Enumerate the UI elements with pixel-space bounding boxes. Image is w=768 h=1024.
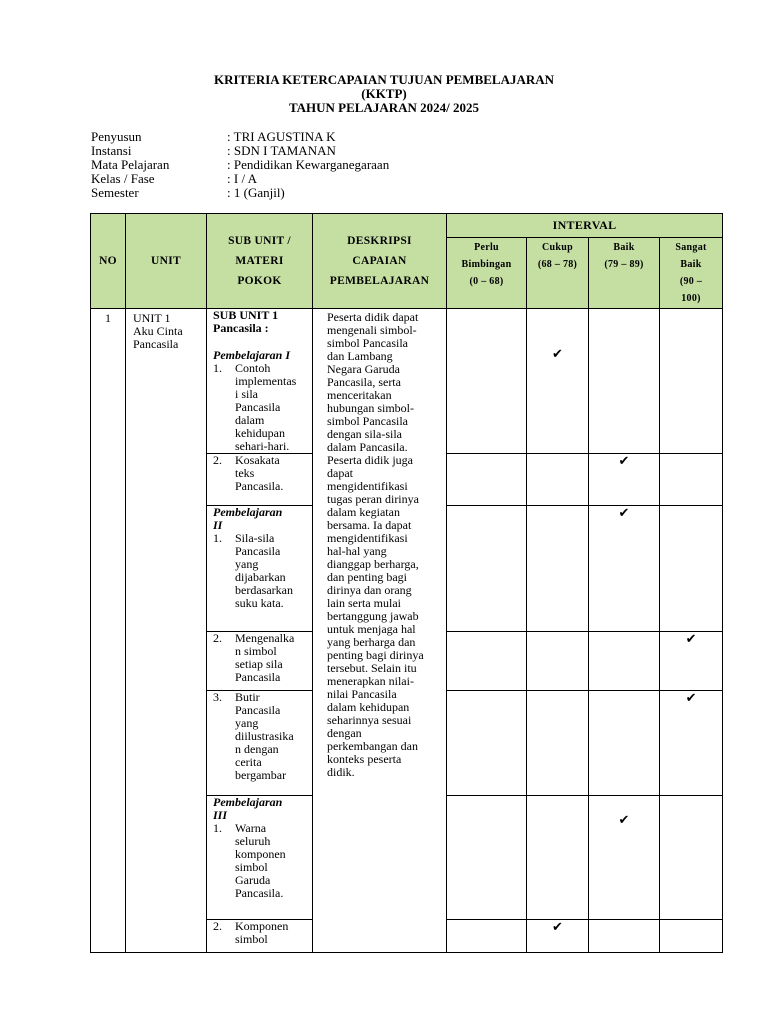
deskripsi-line: didik. — [327, 765, 355, 779]
deskripsi-line: nilai Pancasila — [327, 687, 397, 701]
check-cell-baik — [589, 454, 660, 506]
deskripsi-line: perkembangan dan — [327, 739, 418, 753]
check-icon: ✔ — [552, 346, 563, 361]
header-sangat-line: Baik — [680, 259, 702, 270]
item-line: komponen — [235, 847, 286, 861]
deskripsi-line: tugas peran dirinya — [327, 492, 419, 506]
check-cell-sangat — [660, 309, 723, 454]
item-line: Pancasila. — [235, 479, 284, 493]
deskripsi-line: seharinnya sesuai — [327, 713, 412, 727]
item-list — [213, 454, 312, 493]
title-line-1: KRITERIA KETERCAPAIAN TUJUAN PEMBELAJARAN — [213, 72, 555, 87]
check-icon: ✔ — [685, 690, 697, 705]
check-cell-perlu — [447, 454, 527, 506]
deskripsi-line: dianggap berharga, — [327, 557, 419, 571]
item-line: i sila — [235, 387, 258, 401]
check-cell-baik — [589, 920, 660, 953]
deskripsi-line: lain serta mulai — [327, 596, 401, 610]
sub-unit-cell — [207, 632, 313, 691]
meta-value-instansi: : SDN I TAMANAN — [227, 143, 336, 158]
item-text — [235, 532, 293, 610]
check-cell-baik — [589, 632, 660, 691]
deskripsi-line: dan penting bagi — [327, 570, 407, 584]
deskripsi-line: hubungan simbol- — [327, 401, 414, 415]
deskripsi-line: bertanggung jawab — [327, 609, 419, 623]
deskripsi-line: mengidentifikasi — [327, 531, 408, 545]
item-line: setiap sila — [235, 657, 283, 671]
header-no: NO — [91, 214, 126, 309]
sub-unit-cell — [207, 454, 313, 506]
title-line-3: TAHUN PELAJARAN 2024/ 2025 — [288, 100, 480, 115]
list-item — [213, 920, 312, 946]
deskripsi-line: mengidentifikasi — [327, 479, 408, 493]
header-interval: INTERVAL — [447, 214, 723, 238]
meta-value-kelas: : I / A — [227, 171, 257, 186]
item-line: cerita — [235, 755, 262, 769]
unit-cell — [126, 309, 207, 953]
deskripsi-line: mengenali simbol- — [327, 323, 417, 337]
item-text — [235, 362, 296, 453]
header-sangat-line: (90 – — [679, 276, 703, 287]
kktp-table — [90, 213, 723, 953]
check-cell-cukup — [527, 454, 589, 506]
item-line: Kosakata — [235, 453, 280, 467]
item-line: n simbol — [235, 644, 277, 658]
item-line: Sila-sila — [235, 531, 275, 545]
header-perlu-line: Bimbingan — [461, 259, 512, 270]
item-text — [235, 454, 283, 493]
deskripsi-line: Negara Garuda — [327, 362, 400, 376]
sub-unit-title: Pancasila : — [213, 321, 269, 335]
sub-unit-title: SUB UNIT 1 — [213, 308, 279, 322]
check-cell-cukup — [527, 309, 589, 454]
item-number: 2. — [213, 631, 222, 645]
header-cukup-line: Cukup — [542, 242, 573, 253]
header-baik — [589, 238, 660, 309]
check-cell-sangat — [660, 691, 723, 796]
check-icon: ✔ — [618, 505, 630, 520]
meta-label-kelas: Kelas / Fase — [91, 171, 155, 186]
list-item — [213, 632, 312, 684]
item-number: 2. — [213, 919, 222, 933]
deskripsi-line: dan Lambang — [327, 349, 393, 363]
check-cell-perlu — [447, 632, 527, 691]
unit-line: Aku Cinta — [133, 324, 183, 338]
deskripsi-line: dapat — [327, 466, 353, 480]
item-number: 1. — [213, 361, 222, 375]
deskripsi-line: bersama. Ia dapat — [327, 518, 412, 532]
item-line: dijabarkan — [235, 570, 286, 584]
item-line: Komponen — [235, 919, 289, 933]
item-line: teks — [235, 466, 255, 480]
list-item — [213, 822, 312, 900]
deskripsi-line: simbol Pancasila — [327, 414, 408, 428]
item-list — [213, 532, 312, 610]
header-baik-line: Baik — [613, 242, 635, 253]
list-item — [213, 362, 312, 453]
deskripsi-line: konteks peserta — [327, 752, 402, 766]
item-line: simbol — [235, 932, 268, 946]
deskripsi-line: tersebut. Selain itu — [327, 661, 417, 675]
header-sangat-line: 100) — [681, 293, 701, 304]
deskripsi-line: dalam kegiatan — [327, 505, 400, 519]
sub-unit-cell — [207, 691, 313, 796]
check-cell-perlu — [447, 506, 527, 632]
meta-label-mapel: Mata Pelajaran — [91, 157, 170, 172]
item-line: Butir — [235, 690, 260, 704]
item-list — [213, 362, 312, 453]
check-cell-cukup — [527, 632, 589, 691]
header-deskripsi-line: DESKRIPSI — [347, 235, 412, 247]
header-sangat-line: Sangat — [675, 242, 707, 253]
item-text — [235, 632, 294, 684]
row-number: 1 — [91, 309, 126, 953]
meta-label-penyusun: Penyusun — [91, 129, 142, 144]
item-text — [235, 920, 288, 946]
item-line: berdasarkan — [235, 583, 293, 597]
item-line: Garuda — [235, 873, 271, 887]
check-cell-cukup — [527, 796, 589, 920]
unit-line: Pancasila — [133, 337, 179, 351]
check-cell-cukup — [527, 691, 589, 796]
deskripsi-line: dengan sila-sila — [327, 427, 402, 441]
header-deskripsi-line: PEMBELAJARAN — [329, 275, 430, 287]
header-deskripsi — [313, 214, 447, 309]
meta-label-semester: Semester — [91, 185, 139, 200]
check-cell-sangat — [660, 920, 723, 953]
item-list — [213, 920, 312, 946]
list-item — [213, 454, 312, 493]
item-line: Pancasila — [235, 400, 281, 414]
item-line: Pancasila — [235, 544, 281, 558]
deskripsi-line: Peserta didik dapat — [327, 310, 419, 324]
section-title-pembelajaran-2: II — [213, 518, 223, 532]
check-cell-baik — [589, 506, 660, 632]
check-cell-baik — [589, 691, 660, 796]
section-title-pembelajaran-1: Pembelajaran I — [213, 348, 290, 362]
item-number: 2. — [213, 453, 222, 467]
item-line: simbol — [235, 860, 268, 874]
check-cell-perlu — [447, 691, 527, 796]
item-line: bergambar — [235, 768, 287, 782]
header-unit: UNIT — [126, 214, 207, 309]
header-sub-unit-line: MATERI — [235, 255, 284, 267]
header-cukup — [527, 238, 589, 309]
item-line: Contoh — [235, 361, 271, 375]
item-list — [213, 691, 312, 782]
check-cell-perlu — [447, 920, 527, 953]
deskripsi-line: Peserta didik juga — [327, 453, 413, 467]
sub-unit-cell — [207, 506, 313, 632]
header-perlu-line: Perlu — [474, 242, 499, 253]
check-cell-sangat — [660, 632, 723, 691]
check-icon: ✔ — [685, 631, 697, 646]
check-cell-perlu — [447, 309, 527, 454]
deskripsi-line: menceritakan — [327, 388, 392, 402]
meta-value-semester: : 1 (Ganjil) — [227, 185, 285, 200]
deskripsi-line: menerapkan nilai- — [327, 674, 414, 688]
deskripsi-line: dalam kehidupan — [327, 700, 410, 714]
sub-unit-cell — [207, 796, 313, 920]
meta-value-mapel: : Pendidikan Kewarganegaraan — [227, 157, 390, 172]
deskripsi-line: hal-hal yang — [327, 544, 387, 558]
meta-label-instansi: Instansi — [91, 143, 132, 158]
deskripsi-cell — [313, 309, 447, 953]
item-line: Mengenalka — [235, 631, 295, 645]
check-cell-perlu — [447, 796, 527, 920]
item-line: implementas — [235, 374, 297, 388]
section-title-pembelajaran-3: Pembelajaran — [213, 795, 283, 809]
section-title-pembelajaran-3: III — [213, 808, 228, 822]
item-line: n dengan — [235, 742, 279, 756]
header-sub-unit — [207, 214, 313, 309]
item-line: dalam — [235, 413, 265, 427]
title-line-2: (KKTP) — [361, 86, 407, 101]
check-cell-sangat — [660, 506, 723, 632]
check-icon: ✔ — [618, 812, 630, 827]
check-cell-sangat — [660, 454, 723, 506]
deskripsi-line: Pancasila, serta — [327, 375, 401, 389]
item-text — [235, 691, 294, 782]
item-line: Pancasila — [235, 670, 281, 684]
item-number: 1. — [213, 821, 222, 835]
item-line: diilustrasika — [235, 729, 294, 743]
section-title-pembelajaran-2: Pembelajaran — [213, 505, 283, 519]
check-icon: ✔ — [552, 919, 563, 934]
header-sangat-baik — [660, 238, 723, 309]
deskripsi-line: dirinya dan orang — [327, 583, 412, 597]
header-baik-line: (79 – 89) — [604, 259, 644, 270]
item-line: sehari-hari. — [235, 439, 290, 453]
unit-line: UNIT 1 — [133, 311, 171, 325]
check-cell-sangat — [660, 796, 723, 920]
item-line: yang — [235, 557, 259, 571]
header-sub-unit-line: SUB UNIT / — [228, 235, 291, 247]
header-perlu-line: (0 – 68) — [469, 276, 504, 287]
item-line: kehidupan — [235, 426, 285, 440]
item-number: 1. — [213, 531, 222, 545]
item-line: Pancasila. — [235, 886, 284, 900]
item-line: seluruh — [235, 834, 271, 848]
deskripsi-line: simbol Pancasila — [327, 336, 408, 350]
header-sub-unit-line: POKOK — [237, 275, 282, 287]
deskripsi-line: dengan — [327, 726, 362, 740]
header-deskripsi-line: CAPAIAN — [352, 255, 407, 267]
sub-unit-cell — [207, 309, 313, 454]
check-icon: ✔ — [618, 453, 630, 468]
item-text — [235, 822, 286, 900]
item-list — [213, 632, 312, 684]
header-perlu-bimbingan — [447, 238, 527, 309]
check-cell-cukup — [527, 920, 589, 953]
check-cell-cukup — [527, 506, 589, 632]
sub-unit-cell — [207, 920, 313, 953]
list-item — [213, 691, 312, 782]
item-list — [213, 822, 312, 900]
item-line: suku kata. — [235, 596, 284, 610]
list-item — [213, 532, 312, 610]
item-line: Pancasila — [235, 703, 281, 717]
item-line: yang — [235, 716, 259, 730]
deskripsi-line: untuk menjaga hal — [327, 622, 416, 636]
check-cell-baik — [589, 309, 660, 454]
deskripsi-line: dalam Pancasila. — [327, 440, 408, 454]
deskripsi-line: yang berharga dan — [327, 635, 416, 649]
item-number: 3. — [213, 690, 222, 704]
item-line: Warna — [235, 821, 267, 835]
check-cell-baik — [589, 796, 660, 920]
header-cukup-line: (68 – 78) — [537, 259, 578, 270]
deskripsi-line: penting bagi dirinya — [327, 648, 424, 662]
meta-value-penyusun: : TRI AGUSTINA K — [227, 129, 336, 144]
